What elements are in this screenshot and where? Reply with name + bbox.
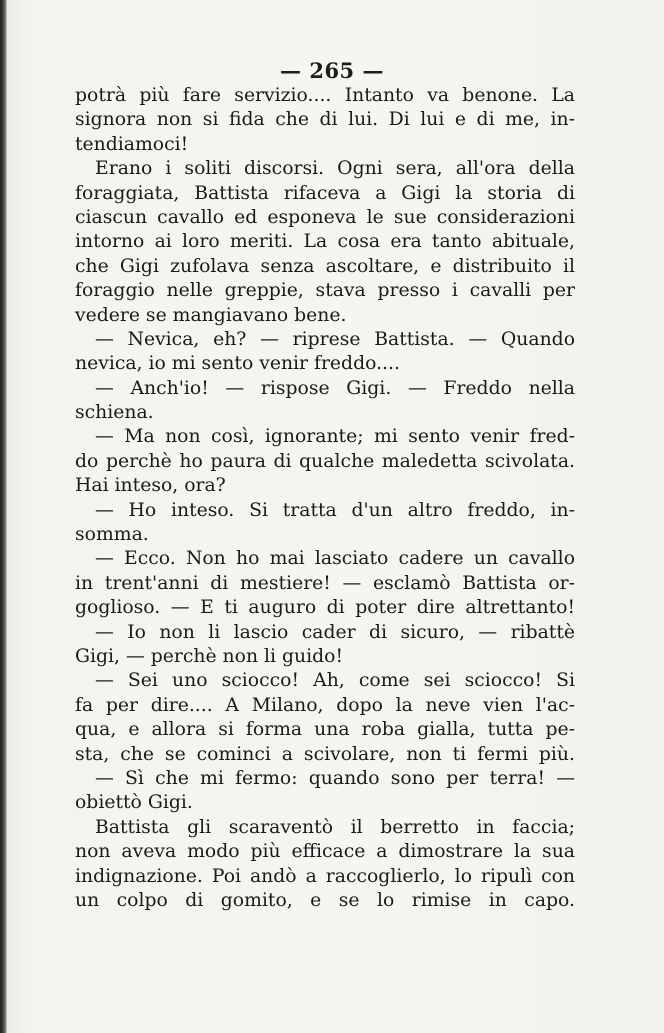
- text-line: — Io non li lascio cader di sicuro, — ribattè: [95, 621, 575, 643]
- text-line: tendiamoci!: [75, 133, 189, 155]
- text-line: vedere se mangiavano bene.: [75, 304, 347, 326]
- text-line: intorno ai loro meriti. La cosa era tanto abituale,: [75, 231, 575, 253]
- page-text: [75, 84, 575, 913]
- page-number: — 265 —: [280, 58, 384, 83]
- text-line: Battista gli scaraventò il berretto in faccia;: [95, 816, 575, 838]
- text-line: Hai inteso, ora?: [75, 475, 226, 497]
- text-line: schiena.: [75, 402, 154, 424]
- text-line: indignazione. Poi andò a raccoglierlo, lo ripulì con: [75, 865, 575, 887]
- text-line: signora non si fida che di lui. Di lui e di me, in-: [75, 109, 575, 131]
- text-line: — Sei uno sciocco! Ah, come sei sciocco! Si: [95, 670, 575, 692]
- text-line: goglioso. — E ti auguro di poter dire altrettanto!: [75, 597, 575, 619]
- text-line: potrà più fare servizio.... Intanto va benone. La: [75, 85, 575, 106]
- text-line: — Ecco. Non ho mai lasciato cadere un cavallo: [95, 548, 575, 570]
- text-line: che Gigi zufolava senza ascoltare, e distribuito il: [75, 255, 575, 277]
- text-line: — Sì che mi fermo: quando sono per terra! —: [95, 767, 575, 789]
- text-line: Erano i soliti discorsi. Ogni sera, all'ora della: [95, 158, 575, 180]
- text-line: — Anch'io! — rispose Gigi. — Freddo nella: [95, 377, 575, 399]
- text-line: in trent'anni di mestiere! — esclamò Battista or-: [75, 572, 575, 594]
- text-line: obiettò Gigi.: [75, 792, 193, 814]
- text-line: un colpo di gomito, e se lo rimise in capo.: [75, 889, 575, 911]
- text-line: foraggiata, Battista rifaceva a Gigi la storia di: [75, 182, 575, 204]
- text-line: — Ho inteso. Si tratta d'un altro freddo, in-: [95, 499, 575, 521]
- text-line: foraggio nelle greppie, stava presso i cavalli per: [75, 280, 575, 302]
- page-binding-edge: [0, 0, 7, 1033]
- text-line: Gigi, — perchè non li guido!: [75, 645, 343, 667]
- text-line: — Ma non così, ignorante; mi sento venir fred-: [95, 426, 575, 448]
- text-line: nevica, io mi sento venir freddo....: [75, 353, 400, 375]
- text-line: ciascun cavallo ed esponeva le sue considerazioni: [75, 206, 575, 228]
- text-line: do perchè ho paura di qualche maledetta scivolata.: [75, 450, 575, 472]
- text-line: — Nevica, eh? — riprese Battista. — Quando: [95, 328, 575, 350]
- text-line: sta, che se cominci a scivolare, non ti fermi più.: [75, 743, 575, 765]
- text-line: qua, e allora si forma una roba gialla, tutta pe-: [75, 719, 575, 741]
- text-line: fa per dire.... A Milano, dopo la neve vien l'ac-: [75, 694, 575, 716]
- text-line: non aveva modo più efficace a dimostrare la sua: [75, 841, 575, 863]
- text-line: somma.: [75, 524, 149, 546]
